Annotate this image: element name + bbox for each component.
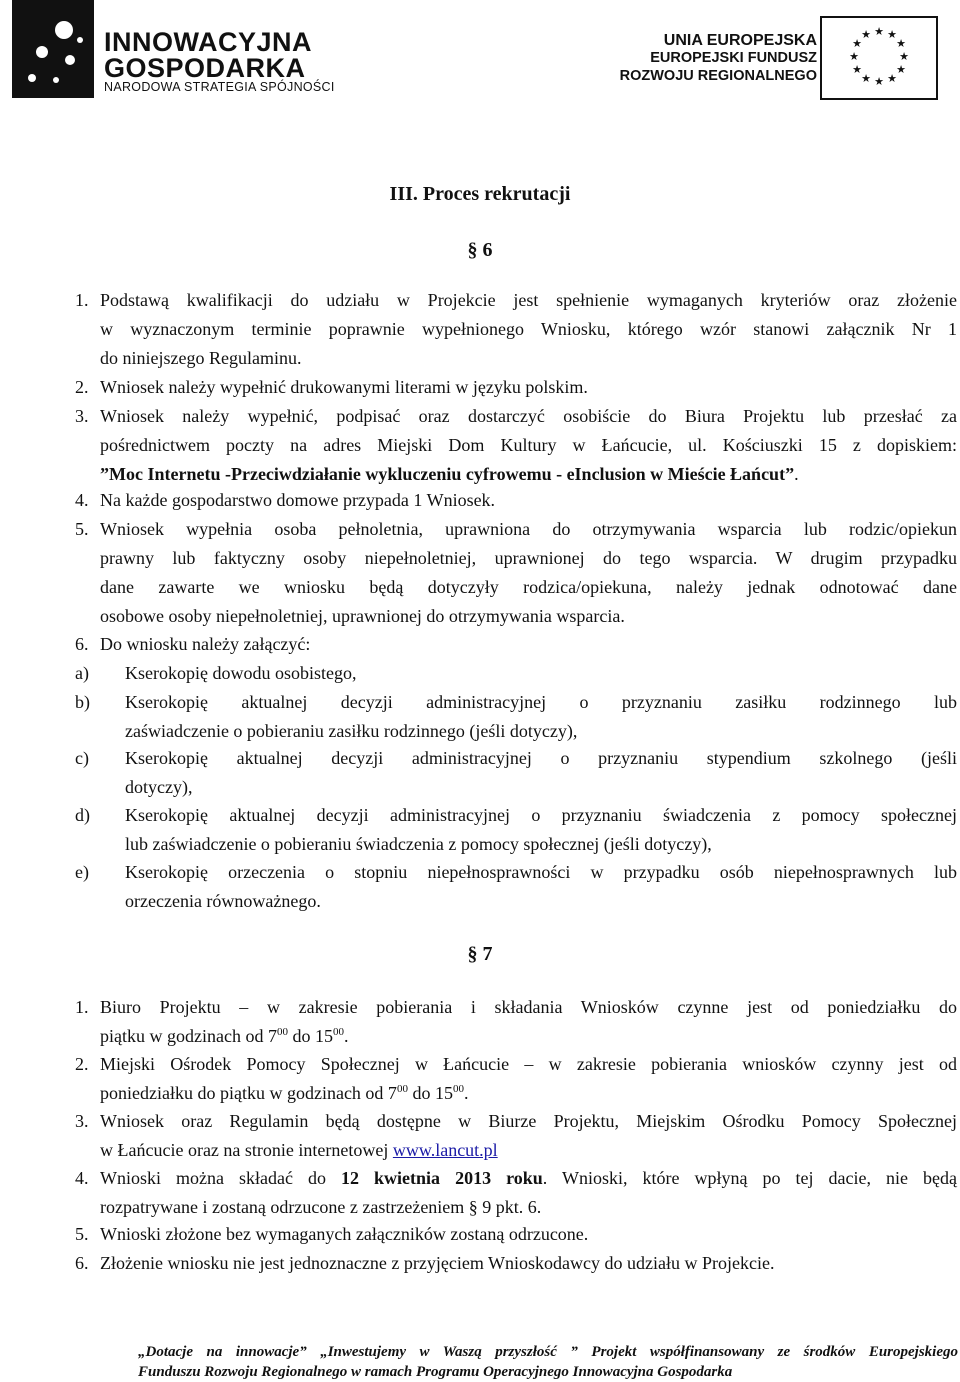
sub-item-letter: d)	[75, 805, 90, 825]
minutes-superscript: 00	[276, 1026, 288, 1038]
item-number: 6.	[75, 1253, 89, 1273]
item-text-line: do niniejszego Regulaminu.	[100, 348, 302, 368]
svg-text:★: ★	[852, 63, 862, 76]
svg-text:★: ★	[887, 72, 897, 85]
minutes-superscript: 00	[396, 1083, 408, 1095]
item-number: 3.	[75, 1111, 89, 1131]
svg-text:★: ★	[896, 63, 906, 76]
deadline-intro: Wnioski można składać do	[100, 1168, 342, 1188]
punctuation: .	[343, 1026, 349, 1046]
item-number: 3.	[75, 406, 89, 426]
hours-text: poniedziałku do piątku w godzinach od 7	[100, 1083, 397, 1103]
svg-text:★: ★	[874, 25, 884, 38]
sub-item-letter: b)	[75, 692, 90, 712]
item-number: 4.	[75, 490, 89, 510]
minutes-superscript: 00	[332, 1026, 344, 1038]
item-text-line: Kserokopię dowodu osobistego,	[125, 663, 357, 683]
item-text-line: Wniosek wypełnia osoba pełnoletnia, uprawniona do otrzymywania wsparcia lub rodzic/opiekun	[100, 519, 957, 539]
deadline-rest: . Wnioski, które wpłyną po tej dacie, nie będą	[542, 1168, 957, 1188]
item-text-line	[100, 1164, 957, 1193]
item-text-line: Wniosek oraz Regulamin będą dostępne w Biurze Projektu, Miejskim Ośrodku Pomocy Społecznej	[100, 1111, 957, 1131]
item-number: 1.	[75, 290, 89, 310]
project-name: ”Moc Internetu -Przeciwdziałanie wykluczeniu cyfrowemu - eInclusion w Mieście Łańcut”	[100, 464, 795, 484]
page-footer	[138, 1342, 958, 1382]
item-text-line: rozpatrywane i zostaną odrzucone z zastrzeżeniem § 9 pkt. 6.	[100, 1197, 542, 1217]
svg-text:★: ★	[849, 50, 859, 63]
item-text-line: Miejski Ośrodek Pomocy Społecznej w Łańcucie – w zakresie pobierania wniosków czynny jest od	[100, 1054, 957, 1074]
website-intro: w Łańcucie oraz na stronie internetowej	[100, 1140, 393, 1160]
item-text-line: Wniosek należy wypełnić drukowanymi literami w języku polskim.	[100, 377, 588, 397]
item-text-line: Biuro Projektu – w zakresie pobierania i składania Wniosków czynne jest od poniedziałku do	[100, 997, 957, 1017]
item-text-line: w wyznaczonym terminie poprawnie wypełnionego Wniosku, którego wzór stanowi załącznik Nr 1	[100, 319, 957, 339]
item-text-line: prawny lub faktyczny osoby niepełnoletniej, uprawnionej do tego wsparcia. W drugim przypadku	[100, 548, 957, 568]
ig-logo-line1: INNOWACYJNA	[104, 27, 313, 57]
item-text-line: pośrednictwem poczty na adres Miejski Dom Kultury w Łańcucie, ul. Kościuszki 15 z dopiskiem:	[100, 435, 957, 455]
svg-text:★: ★	[861, 28, 871, 41]
item-text-line	[100, 1022, 957, 1051]
innowacyjna-gospodarka-logo	[12, 0, 352, 100]
svg-text:★: ★	[896, 37, 906, 50]
page-header	[0, 0, 960, 110]
hours-text: do 15	[407, 1083, 453, 1103]
item-text-line	[100, 1079, 957, 1108]
paragraph-6-heading: § 6	[467, 239, 493, 261]
item-text-line: Wnioski złożone bez wymaganych załączników zostaną odrzucone.	[100, 1224, 589, 1244]
footer-line: Funduszu Rozwoju Regionalnego w ramach Programu Operacyjnego Innowacyjna Gospodarka	[138, 1364, 733, 1380]
punctuation: .	[463, 1083, 469, 1103]
item-number: 5.	[75, 1224, 89, 1244]
item-text-line: osobowe osoby niepełnoletniej, uprawnionej do otrzymywania wsparcia.	[100, 606, 625, 626]
svg-text:★: ★	[861, 72, 871, 85]
eu-logo-line3: ROZWOJU REGIONALNEGO	[619, 68, 817, 84]
eu-logo	[620, 14, 950, 104]
item-text-line: dotyczy),	[125, 777, 193, 797]
ig-logo-line2: GOSPODARKA	[104, 53, 306, 83]
item-number: 2.	[75, 1054, 89, 1074]
footer-line: „Dotacje na innowacje” „Inwestujemy w Waszą przyszłość ” Projekt współfinansowany ze środków Europejskiego	[138, 1344, 958, 1360]
paragraph-7-heading: § 7	[467, 943, 493, 965]
item-text-line: zaświadczenie o pobieraniu zasiłku rodzinnego (jeśli dotyczy),	[125, 721, 578, 741]
item-number: 5.	[75, 519, 89, 539]
item-text-line: Podstawą kwalifikacji do udziału w Projekcie jest spełnienie wymaganych kryteriów oraz złożenie	[100, 290, 957, 310]
item-text-line: Kserokopię aktualnej decyzji administracyjnej o przyznaniu świadczenia z pomocy społecznej	[125, 805, 957, 825]
item-text-line: Na każde gospodarstwo domowe przypada 1 Wniosek.	[100, 490, 496, 510]
ig-logo-mark	[12, 0, 94, 98]
eu-logo-line2: EUROPEJSKI FUNDUSZ	[650, 50, 817, 66]
item-text-line: orzeczenia równoważnego.	[125, 891, 321, 911]
item-text-line: Kserokopię orzeczenia o stopniu niepełnosprawności w przypadku osób niepełnosprawnych lub	[125, 862, 957, 882]
item-number: 1.	[75, 997, 89, 1017]
section-title: III. Proces rekrutacji	[389, 183, 571, 205]
eu-logo-line1: UNIA EUROPEJSKA	[663, 32, 817, 49]
svg-text:★: ★	[852, 37, 862, 50]
website-link[interactable]: www.lancut.pl	[392, 1140, 498, 1160]
item-text-line	[100, 1136, 957, 1165]
ig-logo-line3: NARODOWA STRATEGIA SPÓJNOŚCI	[104, 80, 335, 94]
item-text-line: lub zaświadczenie o pobieraniu świadczenia z pomocy społecznej (jeśli dotyczy),	[125, 834, 712, 854]
svg-text:★: ★	[887, 28, 897, 41]
item-text-line	[100, 460, 957, 489]
item-text-line: Kserokopię aktualnej decyzji administracyjnej o przyznaniu zasiłku rodzinnego lub	[125, 692, 957, 712]
item-text-line: dane zawarte we wniosku będą dotyczyły rodzica/opiekuna, należy jednak odnotować dane	[100, 577, 957, 597]
svg-text:★: ★	[899, 50, 909, 63]
item-text-line: Wniosek należy wypełnić, podpisać oraz dostarczyć osobiście do Biura Projektu lub przesłać za	[100, 406, 957, 426]
eu-flag-icon	[820, 16, 938, 100]
minutes-superscript: 00	[452, 1083, 464, 1095]
sub-item-letter: a)	[75, 663, 89, 683]
item-number: 4.	[75, 1168, 89, 1188]
svg-text:★: ★	[874, 75, 884, 88]
item-text-line: Do wniosku należy załączyć:	[100, 634, 311, 654]
hours-text: piątku w godzinach od 7	[100, 1026, 277, 1046]
item-number: 2.	[75, 377, 89, 397]
sub-item-letter: c)	[75, 748, 89, 768]
hours-text: do 15	[287, 1026, 333, 1046]
punctuation: .	[794, 464, 799, 484]
sub-item-letter: e)	[75, 862, 89, 882]
item-number: 6.	[75, 634, 89, 654]
item-text-line: Kserokopię aktualnej decyzji administracyjnej o przyznaniu stypendium szkolnego (jeśli	[125, 748, 957, 768]
deadline-date: 12 kwietnia 2013 roku	[341, 1168, 543, 1188]
item-text-line: Złożenie wniosku nie jest jednoznaczne z przyjęciem Wnioskodawcy do udziału w Projekcie.	[100, 1253, 775, 1273]
